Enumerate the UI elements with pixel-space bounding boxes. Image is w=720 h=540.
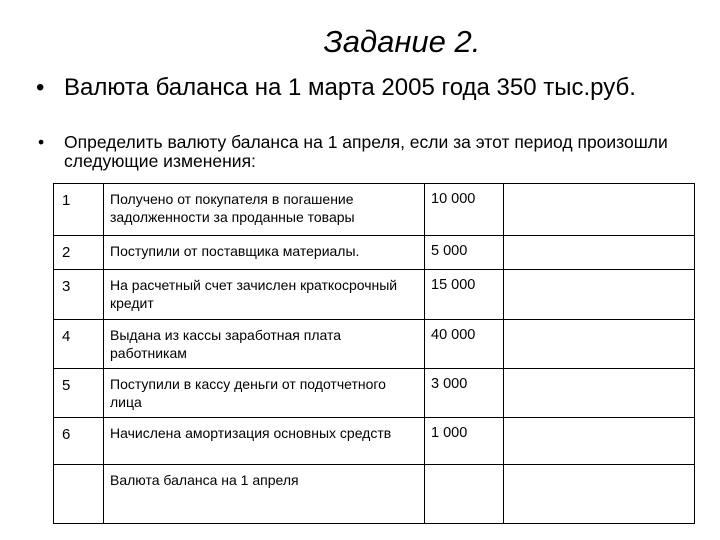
bullet-dot-icon: • — [38, 132, 45, 152]
table-row — [54, 236, 695, 270]
total-label: Валюта баланса на 1 апреля — [104, 465, 425, 524]
operation-amount: 5 000 — [425, 236, 504, 270]
table-row — [54, 270, 695, 320]
slide-title: Задание 2. — [323, 24, 481, 59]
row-number: 6 — [54, 418, 104, 465]
result-cell — [504, 465, 695, 524]
bullet-task-description — [38, 133, 688, 171]
result-cell — [504, 369, 695, 418]
operation-amount: 3 000 — [425, 369, 504, 418]
bullet-task-description-text: Определить валюту баланса на 1 апреля, если за этот период произошли следующие изменения: — [64, 132, 668, 171]
table-row — [54, 184, 695, 236]
table-row — [54, 418, 695, 465]
operations-table — [53, 183, 695, 524]
operation-amount: 10 000 — [425, 184, 504, 236]
table-total-row — [54, 465, 695, 524]
bullet-dot-icon: • — [36, 74, 45, 101]
operation-description: На расчетный счет зачислен краткосрочный кредит — [104, 270, 425, 320]
table-row — [54, 320, 695, 369]
operation-amount: 1 000 — [425, 418, 504, 465]
result-cell — [504, 184, 695, 236]
operation-description: Начислена амортизация основных средств — [104, 418, 425, 465]
operation-amount: 15 000 — [425, 270, 504, 320]
result-cell — [504, 320, 695, 369]
bullet-opening-balance — [36, 76, 656, 100]
operation-description: Поступили от поставщика материалы. — [104, 236, 425, 270]
table-row — [54, 369, 695, 418]
row-number: 4 — [54, 320, 104, 369]
total-amount — [425, 465, 504, 524]
result-cell — [504, 418, 695, 465]
bullet-opening-balance-text: Валюта баланса на 1 марта 2005 года 350 тыс.руб. — [64, 74, 636, 101]
row-number: 1 — [54, 184, 104, 236]
operation-description: Выдана из кассы заработная плата работникам — [104, 320, 425, 369]
operation-description: Поступили в кассу деньги от подотчетного лица — [104, 369, 425, 418]
row-number: 3 — [54, 270, 104, 320]
result-cell — [504, 270, 695, 320]
operation-description: Получено от покупателя в погашение задолженности за проданные товары — [104, 184, 425, 236]
operation-amount: 40 000 — [425, 320, 504, 369]
row-number: 2 — [54, 236, 104, 270]
row-number — [54, 465, 104, 524]
result-cell — [504, 236, 695, 270]
row-number: 5 — [54, 369, 104, 418]
